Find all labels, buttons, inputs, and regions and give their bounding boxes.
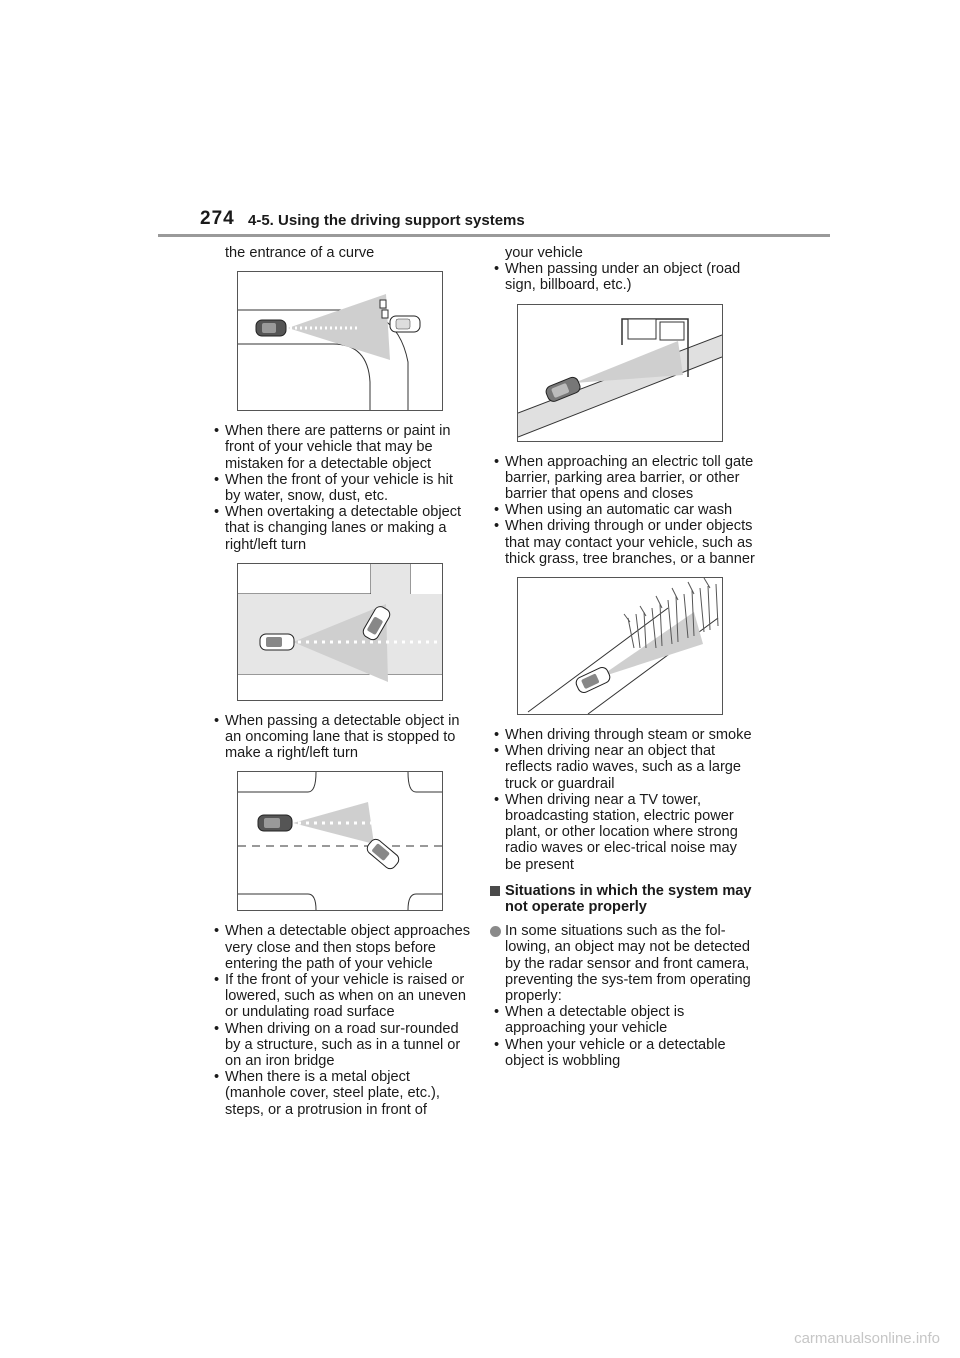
- circle-item-text: In some situations such as the fol-lowing, an object may not be detected by the radar sensor and front camera, preventing the sys-tem from operating properly:: [505, 923, 751, 1005]
- continuation-text: the entrance of a curve: [225, 245, 375, 261]
- circle-item: [490, 923, 755, 1004]
- list-item: • When there is a metal object (manhole cover, steel plate, etc.), steps, or a protrusion in front of: [210, 1069, 472, 1118]
- list-item: • When passing under an object (road sign, billboard, etc.): [490, 261, 755, 293]
- bullet-list-d: [490, 1004, 755, 1069]
- list-item: • When a detectable object is approaching your vehicle: [490, 1004, 755, 1036]
- figure-tall-grass: [517, 577, 723, 715]
- list-item: • When driving near a TV tower, broadcasting station, electric power plant, or other location where strong radio waves or elec-trical noise may be present: [490, 792, 755, 873]
- page-number: 274: [200, 208, 235, 229]
- list-item: • When the front of your vehicle is hit by water, snow, dust, etc.: [210, 472, 472, 504]
- bullet-list-c: [210, 923, 472, 1117]
- list-item: • When overtaking a detectable object that is changing lanes or making a right/left turn: [210, 504, 472, 553]
- list-item: • When using an automatic car wash: [490, 502, 755, 518]
- section-title: 4-5. Using the driving support systems: [248, 212, 525, 229]
- list-item: • When approaching an electric toll gate barrier, parking area barrier, or other barrier that opens and closes: [490, 454, 755, 503]
- list-item: • When driving through or under objects that may contact your vehicle, such as thick grass, tree branches, or a banner: [490, 518, 755, 567]
- subsection-heading-text: Situations in which the system may not operate properly: [505, 882, 752, 916]
- watermark: carmanualsonline.info: [794, 1330, 940, 1347]
- list-item: • When there are patterns or paint in front of your vehicle that may be mistaken for a detectable object: [210, 423, 472, 472]
- continuation-text: your vehicle: [505, 245, 583, 261]
- list-item: • When driving through steam or smoke: [490, 727, 755, 743]
- square-bullet-icon: [490, 886, 500, 896]
- bullet-list-b: [210, 713, 472, 762]
- figure-curve-entrance: [237, 271, 443, 411]
- bullet-list-b: [490, 454, 755, 567]
- left-column: [210, 245, 472, 1118]
- header-rule: [158, 234, 830, 237]
- subsection-heading: [490, 883, 755, 915]
- list-item: • When your vehicle or a detectable object is wobbling: [490, 1037, 755, 1069]
- bullet-list-a: [490, 261, 755, 293]
- list-item: • When driving near an object that reflects radio waves, such as a large truck or guardrail: [490, 743, 755, 792]
- figure-overtaking: [237, 563, 443, 701]
- list-item: • If the front of your vehicle is raised or lowered, such as when on an uneven or undulating road surface: [210, 972, 472, 1021]
- right-column: [490, 245, 755, 1069]
- list-item: • When a detectable object approaches very close and then stops before entering the path of your vehicle: [210, 923, 472, 972]
- figure-overhead-sign: [517, 304, 723, 442]
- bullet-list-a: [210, 423, 472, 553]
- list-item: • When passing a detectable object in an oncoming lane that is stopped to make a right/left turn: [210, 713, 472, 762]
- bullet-list-c: [490, 727, 755, 873]
- list-item: • When driving on a road sur-rounded by a structure, such as in a tunnel or on an iron bridge: [210, 1021, 472, 1070]
- figure-oncoming-turn: [237, 771, 443, 911]
- circle-bullet-icon: [490, 926, 501, 937]
